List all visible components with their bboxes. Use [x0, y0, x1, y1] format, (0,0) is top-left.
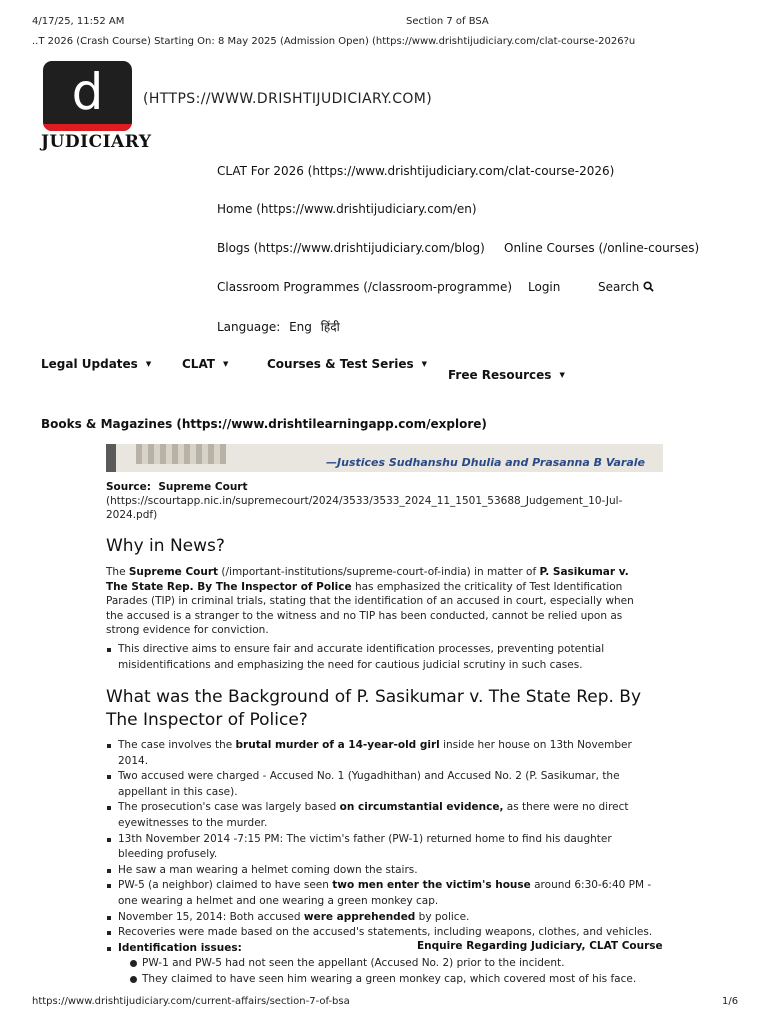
language-label: Language: — [217, 320, 281, 334]
list-item: November 15, 2014: Both accused were apprehended by police. — [118, 910, 658, 926]
sub-list-item: They claimed to have seen him wearing a green monkey cap, which covered most of his face. — [142, 972, 658, 988]
site-home-link[interactable]: (HTTPS://WWW.DRISHTIJUDICIARY.COM) — [143, 91, 433, 107]
logo-letter: d — [71, 63, 104, 121]
menu-courses-label: Courses & Test Series — [267, 357, 414, 371]
list-item: PW-5 (a neighbor) claimed to have seen two men enter the victim's house around 6:30-6:40 PM - one wearing a helmet and one wearing a green monkey cap. — [118, 878, 658, 909]
nav-blogs[interactable]: Blogs (https://www.drishtijudiciary.com/blog) — [217, 241, 485, 255]
sub-list-item: PW-1 and PW-5 had not seen the appellant (Accused No. 2) prior to the incident. — [142, 956, 658, 972]
site-logo[interactable] — [43, 61, 132, 131]
nav-search-label: Search — [598, 280, 640, 294]
case-name: P. Sasikumar v. The State Rep. By The Inspector of Police — [106, 566, 629, 593]
menu-free-resources[interactable] — [448, 368, 565, 382]
print-page-number: 1/6 — [722, 996, 739, 1007]
caret-down-icon: ▼ — [145, 360, 152, 368]
menu-books-magazines[interactable]: Books & Magazines (https://www.drishtilearningapp.com/explore) — [41, 417, 487, 431]
court-building-illustration — [136, 444, 226, 464]
menu-legal-updates[interactable] — [41, 357, 151, 371]
announcement-banner[interactable]: ..T 2026 (Crash Course) Starting On: 8 May 2025 (Admission Open) (https://www.drishtijudiciary.com/clat-course-2026?u — [32, 36, 636, 47]
source-label: Source: — [106, 481, 151, 493]
list-item: He saw a man wearing a helmet coming down the stairs. — [118, 863, 658, 879]
section-heading-background: What was the Background of P. Sasikumar v. The State Rep. By The Inspector of Police? — [106, 687, 642, 730]
supreme-court-link[interactable]: Supreme Court — [128, 566, 219, 578]
print-footer-url: https://www.drishtijudiciary.com/current-affairs/section-7-of-bsa — [32, 996, 350, 1007]
nav-classroom[interactable]: Classroom Programmes (/classroom-programme) — [217, 280, 513, 294]
text-run: (/important-institutions/supreme-court-of-india) in matter of — [221, 566, 537, 578]
language-switcher — [217, 318, 340, 335]
list-item: Recoveries were made based on the accused's statements, including weapons, clothes, and vehicles. — [118, 925, 658, 941]
menu-clat[interactable] — [182, 357, 228, 371]
lang-english[interactable]: Eng — [289, 320, 312, 334]
nav-clat-2026[interactable]: CLAT For 2026 (https://www.drishtijudiciary.com/clat-course-2026) — [217, 164, 615, 178]
list-item: Identification issues: PW-1 and PW-5 had not seen the appellant (Accused No. 2) prior to the incident. They claimed to have seen him wearing a green monkey cap, which covered most of his face. — [118, 941, 658, 988]
nav-login[interactable]: Login — [528, 280, 561, 294]
why-paragraph — [106, 565, 646, 638]
search-icon — [643, 281, 654, 292]
menu-clat-label: CLAT — [182, 357, 215, 371]
identification-sublist — [118, 956, 658, 987]
hero-left-bar — [106, 444, 116, 472]
article-source — [106, 480, 666, 522]
list-item: 13th November 2014 -7:15 PM: The victim's father (PW-1) returned home to find his daughter bleeding profusely. — [118, 832, 658, 863]
logo-wordmark: JUDICIARY — [41, 132, 152, 152]
nav-home[interactable]: Home (https://www.drishtijudiciary.com/en) — [217, 202, 477, 216]
text-run: The — [106, 566, 126, 578]
text-run: has emphasized the criticality of Test Identification Parades (TIP) in criminal trials, stating that the identification of an accused in court, especially when the accused is a stranger to the witness and no TIP has been conducted, cannot be relied upon as strong evidence for conviction. — [106, 580, 634, 636]
print-datetime: 4/17/25, 11:52 AM — [32, 16, 125, 27]
list-item: Two accused were charged - Accused No. 1 (Yugadhithan) and Accused No. 2 (P. Sasikumar, the appellant in this case). — [118, 769, 658, 800]
enquire-button[interactable]: Enquire Regarding Judiciary, CLAT Course — [417, 940, 663, 952]
menu-legal-updates-label: Legal Updates — [41, 357, 138, 371]
nav-online-courses[interactable]: Online Courses (/online-courses) — [504, 241, 700, 255]
list-item: This directive aims to ensure fair and accurate identification processes, preventing potential misidentifications and emphasizing the need for cautious judicial scrutiny in such cases. — [118, 642, 648, 673]
list-item: The prosecution's case was largely based on circumstantial evidence, as there were no direct eyewitnesses to the murder. — [118, 800, 658, 831]
nav-search[interactable] — [598, 280, 654, 294]
source-url[interactable]: (https://scourtapp.nic.in/supremecourt/2024/3533/3533_2024_11_1501_53688_Judgement_10-Jul-2024.pdf) — [106, 495, 623, 521]
list-item: The case involves the brutal murder of a 14-year-old girl inside her house on 13th November 2014. — [118, 738, 658, 769]
lang-hindi[interactable]: हिंदी — [320, 320, 340, 334]
print-doc-title: Section 7 of BSA — [406, 16, 489, 27]
caret-down-icon: ▼ — [223, 360, 229, 368]
hero-quote-attribution: —Justices Sudhanshu Dhulia and Prasanna B Varale — [326, 456, 645, 469]
menu-courses[interactable] — [267, 357, 427, 371]
source-name[interactable]: Supreme Court — [158, 481, 248, 493]
logo-red-stripe — [43, 124, 132, 131]
section-heading-why-in-news: Why in News? — [106, 536, 225, 556]
why-bullets — [106, 642, 648, 673]
menu-free-resources-label: Free Resources — [448, 368, 552, 382]
article-hero-image — [106, 444, 663, 472]
caret-down-icon: ▼ — [559, 371, 565, 379]
caret-down-icon: ▼ — [421, 360, 428, 368]
